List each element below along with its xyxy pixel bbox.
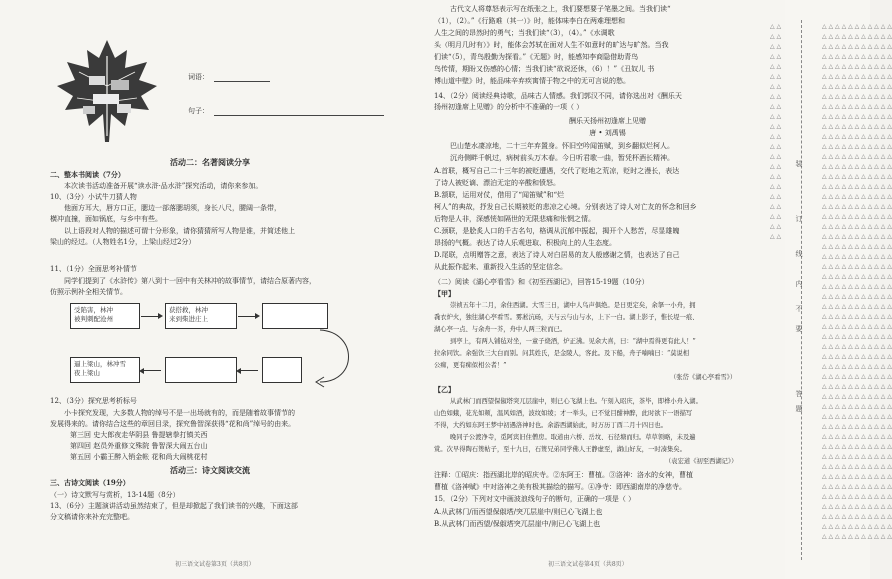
flow-box-6[interactable] (262, 357, 302, 383)
q14-text2: 扬州初逢席上见赠》的分析中不准确的一项（ ） (434, 103, 584, 111)
jia-line-5: 拉余同饮。余强饮三大白而别。问其姓氏，是金陵人，客此。及下船，舟子喃喃曰：“莫说相 (434, 350, 690, 357)
binding-label: 订 (795, 215, 803, 222)
ci-label: 词语： (188, 73, 209, 81)
ju-label: 句子： (188, 107, 209, 115)
q12-text1: 小卡探究发现，大多数人物的绰号不是一出场就有的，而是随着故事情节的 (64, 409, 295, 417)
q15-title: 15．（2分）下列对文中画波浪线句子的断句，正确的一项是（ ） (434, 495, 636, 503)
binding-label: 答 (795, 390, 803, 397)
jia-line-4: 到亭上，有两人铺毡对坐，一童子烧酒，炉正沸。见余大喜，曰：“湖中焉得更有此人！” (450, 338, 696, 345)
q12-title: 12、（3分）探究思考析标号 (50, 397, 137, 405)
q11-text1: 同学们提到了《水浒传》第八到十一回中有关林冲的故事情节，请结合原著内容， (64, 277, 316, 285)
option-d-1[interactable]: D.尾联，点明赠答之意，表达了诗人对白居易的友人般感谢之情，也表达了自己 (434, 251, 680, 259)
left-page (0, 0, 430, 579)
sub2-title: （二）阅读《湖心亭看雪》和《初至西湖记》，回答15-19题（10分） (434, 278, 649, 286)
flow-arrow-4 (238, 370, 258, 371)
option-d-2: 从此振作起来、重新投入生活的坚定信念。 (434, 263, 567, 271)
poem-line-1: 巴山楚水凄凉地，二十三年弃置身。怀旧空吟闻笛赋，到乡翻似烂柯人。 (450, 142, 674, 150)
q15-option-b[interactable]: B.从武林门而西望/保俶塔突兀层崖中/则已心飞湖上也 (434, 520, 601, 528)
q10-title: 10、（3分）小试牛刀猜人物 (50, 193, 137, 201)
q10-text2: 横冲直撞，面如锅底，与乡中有些。 (50, 215, 162, 223)
q10-text1: 他面方耳大，唇方口正，腮边一部落腮胡须，身长八尺，腰阔一条带， (64, 204, 281, 212)
yi-line-1: 从武林门而西望保俶塔突兀层崖中，则已心飞湖上也。午刻入昭庆，茶毕，即桦小舟入湖。 (450, 398, 702, 405)
p4: 头（明月几时有）》时，能体会苏轼在面对人生不如意时的旷达与旷然。当我 (434, 41, 669, 49)
binding-margin (770, 0, 892, 579)
q10-text3: 以上语段对人物的描述可谓十分形象，请你猜猜所写人物是谁，并简述他上 (64, 227, 295, 235)
yi-line-3: 不得，大约如东阿王梦中初遇洛神时也。余游西湖始此，时万历丁酉二月十四日也。 (434, 422, 667, 429)
q13-text2: 分文稿请你来补充完整吧。 (50, 513, 134, 521)
triangle-column: △ △ △ △ △ △ △ △ △ △ △ △ △ △ △ △ △ △ △ △ △ △ △ △ △ △ △ △ △ △ △ △ △ △ △ △ △ △ △ △ △ △ △ △ △ △ △ △ △ △ △ △ △ △ △ △ △ △ △ △ △ △ △ △ △ △ △ △ △ △ △ △ △ △ △ △ △ △ △ △ △ △ △ △ △ △ △ △ △ △ △ △ △ △ △ △ △ △ △ △ △ △ △ △ △ △ △ △ △ △ △ △ △ △ △ △ △ △ △ △ △ △ △ △ △ △ △ △ △ △ △ △ △ △ △ △ △ △ △ △ △ △ △ △ △ △ △ △ △ △ △ △ △ △ △ △ △ △ △ △ △ △ △ △ △ △ △ △ △ △ △ △ △ △ △ △ △ △ △ △ △ △ △ △ △ △ △ △ △ △ △ △ △ △ △ △ △ △ △ △ △ △ △ △ △ △ △ △ △ △ △ △ △ △ △ △ △ △ △ △ △ △ △ △ △ △ △ △ △ △ △ △ △ △ △ △ △ △ △ △ △ △ △ △ △ △ △ △ △ △ △ △ △ △ △ △ △ △ △ △ △ △ △ △ △ △ △ △ △ △ △ △ △ △ △ △ △ △ △ △ △ △ △ △ △ △ △ △ △ △ △ △ △ △ △ △ △ △ △ △ △ △ △ △ △ △ △ △ △ △ △ △ △ △ △ △ △ △ △ △ △ △ △ △ △ △ △ △ △ △ △ △ △ △ △ △ △ △ △ △ △ △ △ △ △ △ △ △ △ △ △ △ △ △ △ △ △ △ △ △ △ △ △ △ △ △ △ △ △ △ △ △ △ △ △ △ △ △ △ △ △ △ △ △ △ △ △ △ △ △ △ △ △ △ △ △ △ △ △ △ △ △ △ △ △ △ △ △ △ △ △ △ △ △ △ △ △ △ △ △ △ △ △ △ △ △ △ △ △ △ △ △ △ △ △ △ △ △ △ △ △ △ △ △ △ △ △ △ △ △ △ △ △ △ △ △ △ △ △ △ △ △ △ △ △ △ △ △ △ △ △ △ △ △ △ △ △ △ △ △ △ △ △ △ △ △ △ △ △ △ △ △ △ △ △ △ △ △ △ △ △ △ △ △ △ △ △ △ △ △ △ △ △ △ △ △ △ △ △ △ △ △ △ △ △ △ △ △ △ △ △ △ △ △ △ △ △ △ △ △ △ △ △ △ △ △ △ △ △ △ △ △ △ △ △ △ △ △ △ △ △ △ △ △ △ △ △ △ △ △ △ △ (822, 23, 892, 540)
jia-line-1: 崇祯五年十二月，余住西湖。大雪三日，湖中人鸟声俱绝。是日更定矣，余拏一小舟，拥 (450, 302, 696, 309)
ju-answer-line[interactable] (214, 115, 384, 116)
q14-text1: 14、（2分）阅读经典诗歌，品味古人情感。我们郭汉不同，请你选出对《酬乐天 (434, 92, 682, 100)
intro-text: 本次读书活动准备开展“读水浒·品水浒”探究活动，请你来参加。 (64, 182, 263, 190)
flow-arrow-3 (141, 370, 161, 371)
activity3-title: 活动三：诗文阅读交流 (170, 465, 250, 475)
yi-source: （袁宏道《初至西湖记》） (665, 458, 738, 465)
q15-option-a[interactable]: A.从武林门/而西望保俶塔/突兀层崖中/则已心飞湖上也 (434, 508, 603, 516)
yi-label: 【乙】 (434, 385, 455, 394)
activity2-title: 活动二：名著阅读分享 (170, 157, 250, 167)
p5: 们读“（5），青鸟殷勤为探看。”《无题》时，能感知李商隐借助青鸟 (434, 53, 639, 61)
jia-source: （张岱《湖心亭看雪》） (670, 374, 737, 381)
poem-title: 酬乐天扬州初逢席上见赠 (569, 117, 646, 125)
option-a-1[interactable]: A.首联，概写自己二十三年的被贬遭遇，交代了贬地之荒凉，贬时之漫长，表达 (434, 167, 680, 175)
p2: （1），（2）。”《行路难（其一）》时，能体味李白在两难理想和 (434, 17, 625, 25)
q10-text4: 梁山的经过。（人物姓名1分，上梁山经过2分） (50, 238, 196, 246)
p1: 古代文人将尊怒表示写在纸张之上，我们要想要子笔墨之间。当我们读“ (450, 5, 671, 13)
q11-text2: 仿照示例补全相关情节。 (50, 288, 127, 296)
poem-line-2: 沉舟侧畔千帆过，病树前头万木春。今日听君歌一曲，暂凭杯酒长精神。 (450, 154, 674, 162)
binding-line (801, 20, 802, 560)
option-b-1[interactable]: B.颔联，运用对仗，借用了“闻笛赋”和“烂 (434, 191, 565, 199)
binding-label: 装 (795, 160, 803, 167)
q12-text2: 发展得来的。请你结合这些的章回目录，探究鲁智深获得“花和尚”绰号的由来。 (50, 420, 296, 428)
p3: 人生之间的昂然时的勇气；当我们读“（3），（4）。”《水调歌 (434, 29, 615, 37)
yi-line-5: 赏。次早得陶石篑帖子，至十九日，石篑兄弟同学佛人王静虚至，湖山好友，一时凑集矣。 (434, 446, 686, 453)
binding-label: 内 (795, 280, 803, 287)
ci-answer-line[interactable] (214, 81, 270, 82)
flow-box-4[interactable] (165, 357, 237, 383)
note-line-1: 注释：①昭庆：指西湖北岸的昭庆寺。②东阿王：曹植。③洛神：洛水的女神，曹植 (434, 471, 693, 479)
binding-label: 题 (795, 405, 803, 412)
option-c-1[interactable]: C.颈联，是脍炙人口的千古名句，格调从沉郁中振起，揭开个人愁苦，尽显雄魄 (434, 227, 680, 235)
flow-box-1: 受陷害，林冲 被判刺配沧州 (70, 303, 140, 329)
flow-box-5: 逼上梁山，林冲雪 夜上梁山 (70, 357, 140, 383)
flow-box-2: 获搭救，林冲 来到柴进庄上 (165, 303, 237, 329)
poem-author: 唐 • 刘禹锡 (589, 129, 626, 137)
note-line-2: 曹植《洛神赋》中对洛神之美有极其描绘的描写。④净寺：即西湖南岸的净慈寺。 (434, 483, 686, 491)
jia-line-6: 公痴，更有痴似相公者！” (434, 362, 507, 369)
q11-title: 11、（1分）全面思考补情节 (50, 265, 137, 273)
left-footer: 初三语文试卷第3页（共8页） (175, 561, 255, 568)
yi-line-2: 山色如蛾，花光如颊，温风如酒，波纹如绫；才一举头，已不觉目酣神醉，此时欲下一语描写 (434, 410, 693, 417)
binding-label: 要 (795, 325, 803, 332)
maple-leaf-wordcloud-image (55, 36, 160, 146)
chapter-5: 第五回 小霸王醉入销金帐 花和尚大闹桃花村 (70, 453, 208, 461)
flow-box-3[interactable] (262, 303, 328, 329)
chapter-4: 第四回 赵员外重修文殊院 鲁智深大闹五台山 (70, 442, 208, 450)
chapter-3: 第三回 史大郎夜走华阴县 鲁提辖拳打镇关西 (70, 431, 208, 439)
option-b-3: 后物是人非，深感恍如隔世的无限悲痛和怅惘之情。 (434, 215, 595, 223)
sec2-title: 二、整本书阅读（7分） (50, 170, 125, 179)
binding-label: 不 (795, 305, 803, 312)
sec3-title: 三、古诗文阅读（19分） (50, 478, 130, 487)
jia-line-3: 湖心亭一点、与余舟一芥，舟中人两三粒而已。 (434, 326, 567, 333)
binding-label: 线 (795, 250, 803, 257)
right-footer: 初三语文试卷第4页（共8页） (548, 561, 628, 568)
option-a-2: 了诗人被贬谪、漂泊无定的辛酸和愤怒。 (434, 179, 560, 187)
option-c-2: 昂扬的气概。表达了诗人乐观进取、积极向上的人生态度。 (434, 239, 616, 247)
p7: 博山道中壁》时，能品味辛弃疾寓情于物之中的无可言说的愁。 (434, 77, 630, 85)
jia-label: 【甲】 (434, 289, 455, 298)
p6: 鸟传情，期盼又伤感的心情；当我们读“欲说还休，（6）！”《丑奴儿 书 (434, 65, 655, 73)
q13-text1: 13、（6分）主题演讲活动虽然结束了，但是却掀起了我们读书的兴趣，下面这部 (50, 502, 298, 510)
flow-curved-arrow (300, 328, 360, 388)
flow-arrow-1 (141, 316, 161, 317)
right-page (430, 0, 785, 579)
sub1-title: （一）诗文默写与赏析，13-14题（8分） (50, 491, 180, 499)
jia-line-2: 毳衣炉火，独往湖心亭看雪。雾凇沆砀，天与云与山与水，上下一白。湖上影子，惟长堤一痕、 (434, 314, 699, 321)
yi-line-4: 晚同子公渡净寺，觅阿宾旧住僧房。取道由六桥、岳坟、石径塘而归。草草领略，未及遍 (450, 434, 696, 441)
triangle-column: △ △ △ △ △ △ △ △ △ △ △ △ △ △ △ △ △ △ △ △ △ △ △ △ △ △ △ △ △ △ △ △ △ △ △ △ △ △ △ △ △ △ △ △ (770, 23, 782, 240)
flow-arrow-2 (238, 316, 258, 317)
option-b-2: 柯人”的典故，抒发自己长期被贬的悲凉之心境。分别表达了诗人对亡友的怀念和回乡 (434, 203, 697, 211)
